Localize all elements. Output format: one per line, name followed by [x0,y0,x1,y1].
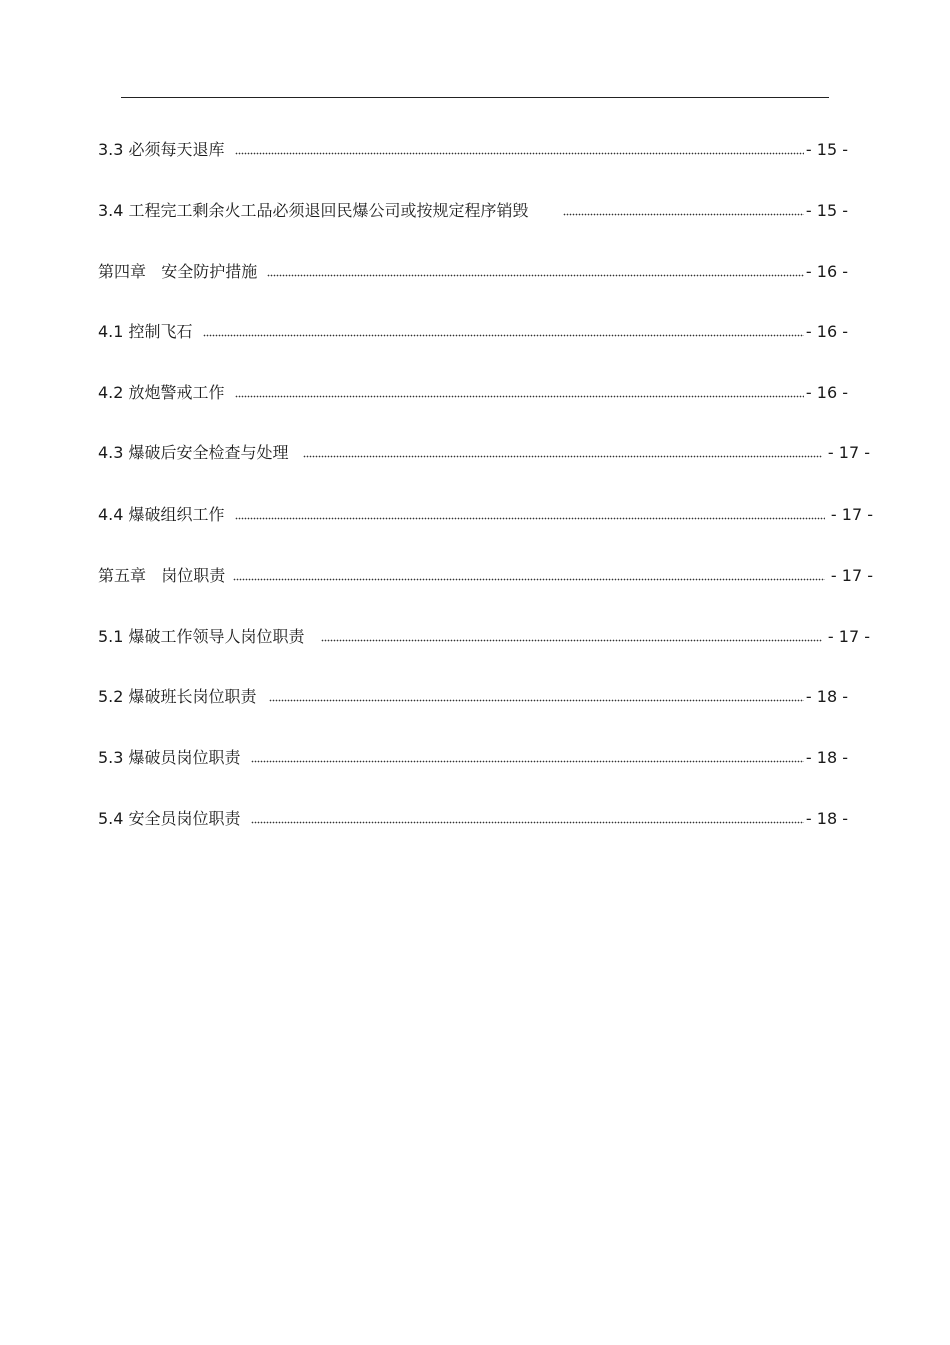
toc-entry[interactable] [98,683,848,707]
toc-entry-page: - 16 - [805,322,848,341]
toc-dot-leader [235,395,804,398]
toc-dot-leader [235,517,825,520]
toc-entry-page: - 17 - [830,566,873,585]
toc-entry-title: 第五章 岗位职责 [98,566,226,585]
toc-dot-leader [563,213,804,216]
toc-entry-title: 4.2 放炮警戒工作 [98,383,225,402]
toc-entry[interactable] [98,744,848,768]
toc-entry-title: 3.4 工程完工剩余火工品必须退回民爆公司或按规定程序销毁 [98,201,529,220]
toc-entry[interactable] [98,379,848,403]
toc-entry[interactable] [98,501,873,525]
toc-dot-leader [269,699,804,702]
toc-entry-page: - 18 - [805,687,848,706]
toc-entry[interactable] [98,805,848,829]
toc-entry-page: - 18 - [805,809,848,828]
toc-dot-leader [251,821,804,824]
toc-dot-leader [203,334,804,337]
toc-dot-leader [303,455,822,458]
toc-entry-page: - 17 - [827,443,870,462]
toc-entry-page: - 16 - [805,383,848,402]
toc-entry[interactable] [98,439,870,463]
toc-entry-page: - 15 - [805,140,848,159]
toc-entry-title: 5.4 安全员岗位职责 [98,809,241,828]
toc-entry[interactable] [98,136,848,160]
toc-entry-title: 5.1 爆破工作领导人岗位职责 [98,627,305,646]
toc-dot-leader [321,639,822,642]
toc-entry-title: 4.1 控制飞石 [98,322,193,341]
toc-dot-leader [267,274,804,277]
toc-entry[interactable] [98,197,848,221]
toc-entry[interactable] [98,318,848,342]
toc-entry-title: 5.3 爆破员岗位职责 [98,748,241,767]
toc-entry-title: 第四章 安全防护措施 [98,262,258,281]
toc-entry-title: 4.4 爆破组织工作 [98,505,225,524]
toc-dot-leader [233,578,825,581]
toc-entry-page: - 17 - [827,627,870,646]
toc-entry-title: 4.3 爆破后安全检查与处理 [98,443,289,462]
toc-entry-page: - 17 - [830,505,873,524]
toc-entry[interactable] [98,623,870,647]
toc-entry-page: - 15 - [805,201,848,220]
toc-entry-page: - 18 - [805,748,848,767]
toc-entry-title: 5.2 爆破班长岗位职责 [98,687,257,706]
toc-entry-title: 3.3 必须每天退库 [98,140,225,159]
toc-dot-leader [235,152,804,155]
toc-dot-leader [251,760,804,763]
toc-entry[interactable] [98,562,873,586]
toc-entry-page: - 16 - [805,262,848,281]
toc-entry[interactable] [98,258,848,282]
